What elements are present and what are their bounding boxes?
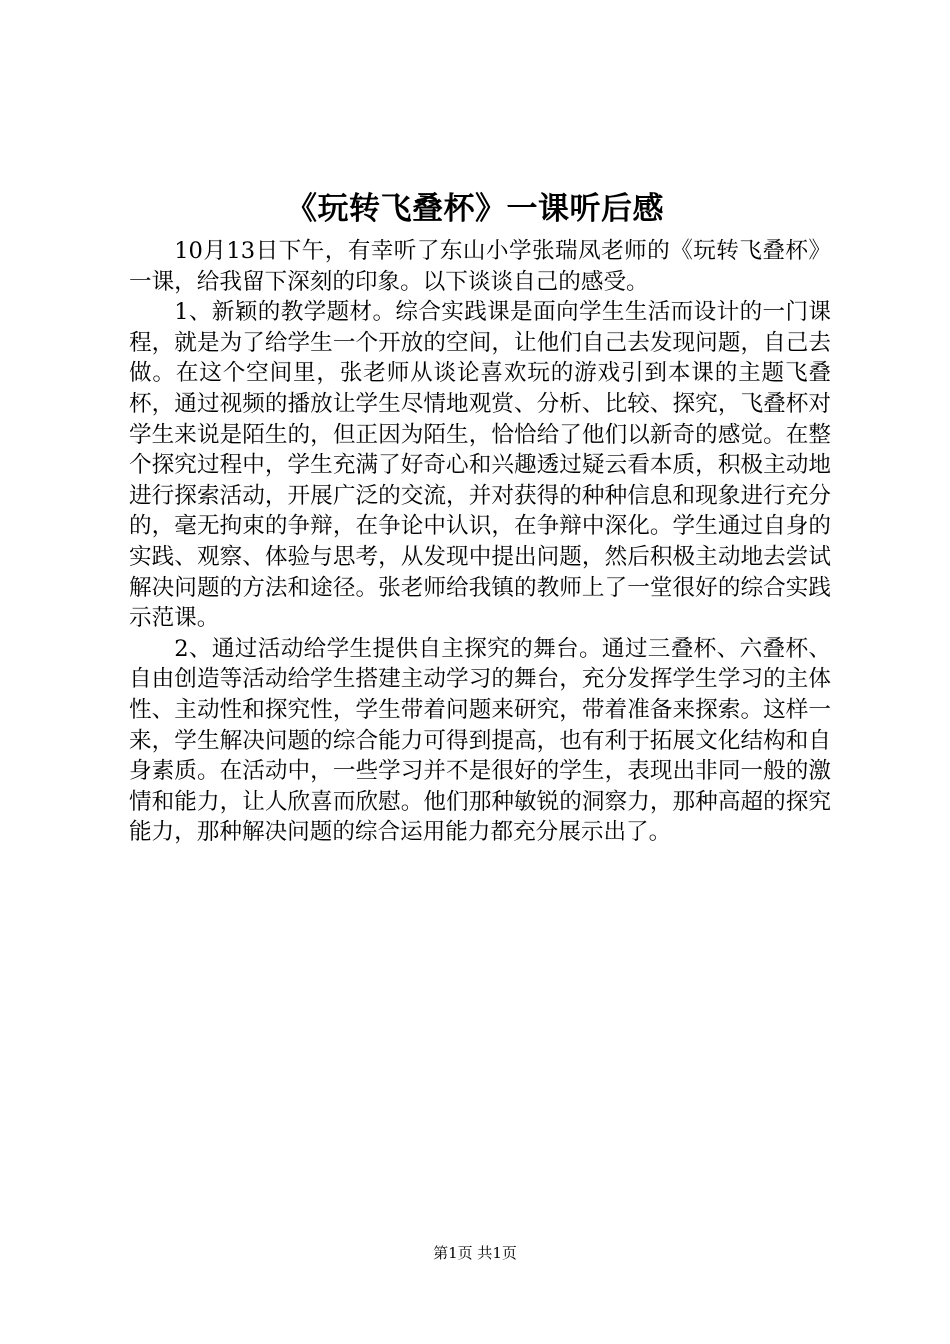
document-title: 《玩转飞叠杯》一课听后感 — [286, 191, 664, 227]
paragraph-point-2: 2、通过活动给学生提供自主探究的舞台。通过三叠杯、六叠杯、自由创造等活动给学生搭建主动学习的舞台，充分发挥学生学习的主体性、主动性和探究性，学生带着问题来研究，带着准备来探索。这样一来，学生解决问题的综合能力可得到提高，也有利于拓展文化结构和自身素质。在活动中，一些学习并不是很好的学生，表现出非同一般的激情和能力，让人欣喜而欣慰。他们那种敏锐的洞察力，那种高超的探究能力，那种解决问题的综合运用能力都充分展示出了。 — [129, 635, 831, 846]
paragraph-point-1: 1、新颖的教学题材。综合实践课是面向学生生活而设计的一门课程，就是为了给学生一个开放的空间，让他们自己去发现问题，自己去做。在这个空间里，张老师从谈论喜欢玩的游戏引到本课的主题飞叠杯，通过视频的播放让学生尽情地观赏、分析、比较、探究，飞叠杯对学生来说是陌生的，但正因为陌生，恰恰给了他们以新奇的感觉。在整个探究过程中，学生充满了好奇心和兴趣透过疑云看本质，积极主动地进行探索活动，开展广泛的交流，并对获得的种种信息和现象进行充分的，毫无拘束的争辩，在争论中认识，在争辩中深化。学生通过自身的实践、观察、体验与思考，从发现中提出问题，然后积极主动地去尝试解决问题的方法和途径。张老师给我镇的教师上了一堂很好的综合实践示范课。 — [129, 299, 831, 632]
paragraph-intro: 10月13日下午，有幸听了东山小学张瑞凤老师的《玩转飞叠杯》一课，给我留下深刻的印象。以下谈谈自己的感受。 — [129, 238, 831, 295]
document-body — [129, 236, 831, 848]
page-footer: 第1页 共1页 — [433, 1244, 517, 1262]
